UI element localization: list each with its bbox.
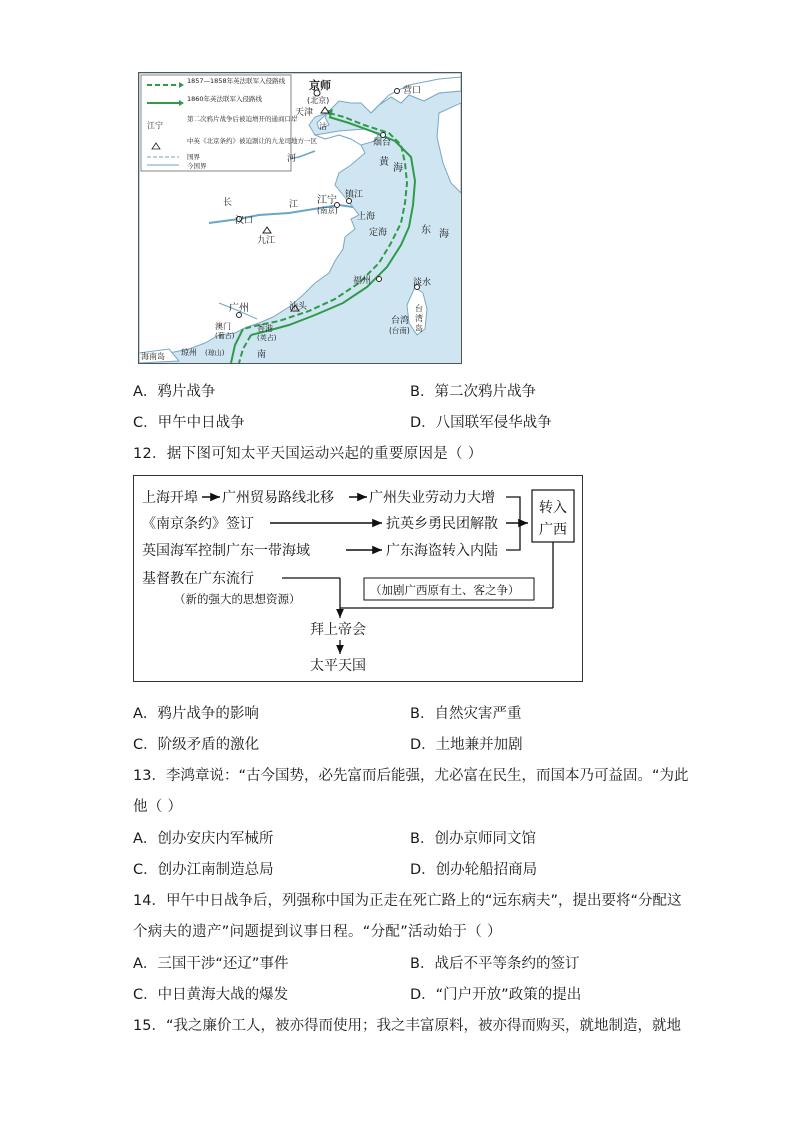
label-taiwan-2: 湾 [415, 314, 423, 323]
q13-stem-line1: 13．李鸿章说：“古今国势，必先富而后能强，尤必富在民生，而国本乃可益固。“为此 [133, 768, 689, 784]
flow-node-nanjing-treaty: 《南京条约》签订 [142, 516, 254, 532]
label-hongkong-sub: (英占) [257, 334, 277, 342]
flow-node-shanghai-open: 上海开埠 [142, 490, 198, 506]
label-macau-sub: (葡占) [215, 332, 235, 340]
label-taiwanfu: 台湾 [391, 316, 410, 326]
q12-flowchart [133, 475, 583, 682]
q14-stem-line2: 个病夫的遗产”问题提到议事日程。“分配”活动始于（ ） [133, 924, 502, 940]
label-fuzhou: 福州 [353, 276, 372, 286]
city-dot-fuzhou [377, 277, 382, 282]
q13-option-c: C．创办江南制造总局 [133, 862, 274, 878]
legend-item-4: 中英《北京条约》被迫割让的九龙司地方一区 [187, 137, 317, 145]
q13-option-a: A．创办安庆内军械所 [133, 831, 274, 847]
q11-option-b: B．第二次鸦片战争 [410, 384, 536, 400]
flow-node-christianity: 基督教在广东流行 [142, 571, 254, 587]
map-svg [139, 73, 461, 363]
q15-stem-line1: 15．“我之廉价工人，被亦得而使用；我之丰富原料，被亦得而购买，就地制造，就地 [133, 1018, 681, 1034]
label-guangzhou: 广州 [229, 303, 249, 314]
label-taiwanfu-sub: (台南) [389, 326, 410, 335]
flow-text-transfer: 转入 [539, 500, 567, 516]
label-yellow-sea: 黄 [379, 157, 389, 168]
q11-option-a: A．鸦片战争 [133, 384, 216, 400]
label-yingkou: 营口 [403, 86, 422, 96]
label-taiwan-3: 岛 [415, 324, 423, 333]
label-yellow-sea-2: 海 [393, 163, 403, 174]
q12-option-c: C．阶级矛盾的激化 [133, 737, 260, 753]
q11-option-d: D．八国联军侵华战争 [410, 415, 552, 431]
q12-option-d: D．土地兼并加剧 [410, 737, 523, 753]
legend-item-2: 1860年英法联军入侵路线 [187, 95, 263, 103]
label-east-sea: 东 [421, 225, 431, 236]
label-hankou: 汉口 [235, 216, 254, 226]
label-taiwan: 台 [415, 304, 423, 313]
flow-node-british-navy: 英国海军控制广东一带海域 [142, 543, 310, 559]
city-dot-yantai [381, 133, 386, 138]
label-jiangning: 江宁 [317, 195, 337, 206]
label-qiongzhou: 琼州 [181, 348, 197, 357]
label-macau: 澳门 [215, 322, 231, 331]
legend-item-6: 今国界 [187, 162, 207, 170]
q12-option-a: A．鸦片战争的影响 [133, 706, 259, 722]
flow-text-guangxi: 广西 [539, 522, 567, 538]
q14-option-c: C．中日黄海大战的爆发 [133, 987, 289, 1003]
label-yantai: 烟台 [373, 138, 392, 148]
legend-item-3: 第二次鸦片战争后被迫增开的通商口岸 [187, 115, 298, 123]
label-capital-sub: (北京) [307, 96, 330, 105]
label-qiongzhou-sub: (琼山) [205, 349, 225, 357]
q13-stem-line2: 他（ ） [133, 799, 183, 815]
flow-node-militia: 抗英乡勇民团解散 [386, 516, 498, 532]
label-yangtze-2: 江 [289, 200, 299, 210]
label-tianjin: 天津 [295, 108, 314, 118]
flow-node-taiping: 太平天国 [310, 658, 366, 674]
q12-stem: 12．据下图可知太平天国运动兴起的重要原因是（ ） [133, 446, 483, 462]
q12-option-b: B．自然灾害严重 [410, 706, 522, 722]
legend-item-1: 1857—1858年英法联军入侵路线 [187, 77, 286, 85]
label-shantou: 汕头 [289, 302, 308, 312]
label-east-sea-2: 海 [439, 229, 449, 240]
label-zhenjiang: 镇江 [345, 190, 364, 200]
label-capital: 京师 [309, 79, 331, 92]
q14-option-d: D．“门户开放”政策的提出 [410, 987, 582, 1003]
q14-stem-line1: 14．甲午中日战争后，列强称中国为正走在死亡路上的“远东病夫”，提出要将“分配这 [133, 893, 682, 909]
q11-option-c: C．甲午中日战争 [133, 415, 245, 431]
flow-node-unemployment: 广州失业劳动力大增 [369, 490, 495, 506]
label-dagu: 沽 [319, 122, 327, 131]
flowchart-svg [134, 476, 582, 681]
q13-option-b: B．创办京师同文馆 [410, 831, 536, 847]
q14-option-b: B．战后不平等条约的签订 [410, 956, 580, 972]
label-danshui: 淡水 [413, 278, 432, 288]
flow-node-god-society: 拜上帝会 [310, 622, 366, 638]
historical-map [138, 72, 462, 364]
q13-option-d: D．创办轮船招商局 [410, 862, 538, 878]
flow-node-trade-route: 广州贸易路线北移 [222, 490, 334, 506]
map-legend [141, 75, 291, 171]
label-dinghai: 定海 [369, 228, 388, 238]
q14-option-a: A．三国干涉“还辽”事件 [133, 956, 289, 972]
label-jiujiang: 九江 [257, 236, 276, 246]
city-dot-yingkou [395, 89, 400, 94]
label-south-sea: 南 [257, 350, 267, 360]
legend-sample-port: 江宁 [147, 121, 163, 130]
label-hainan: 海南岛 [141, 352, 165, 361]
flow-note-thought: （新的强大的思想资源） [174, 592, 301, 606]
label-river: 河 [287, 154, 297, 164]
label-jiangning-sub: (南京) [317, 206, 338, 215]
legend-item-5: 国界 [187, 153, 200, 161]
flow-node-pirates: 广东海盗转入内陆 [386, 543, 498, 559]
label-hongkong: 香港 [257, 324, 273, 333]
label-shanghai: 上海 [357, 212, 376, 222]
flow-note-conflict: （加剧广西原有土、客之争） [370, 583, 520, 597]
label-yangtze: 长 [223, 198, 233, 208]
